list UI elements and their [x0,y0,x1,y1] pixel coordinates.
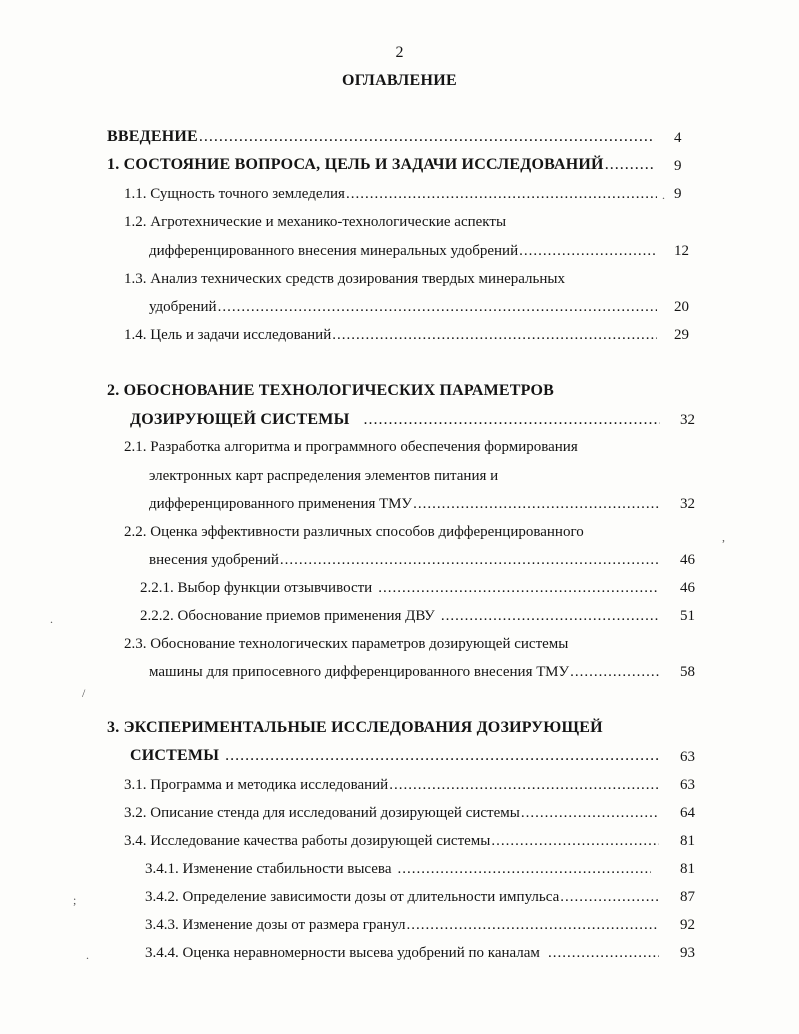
toc-chapter-1 [107,155,655,175]
toc-entry-1-2-page: 12 [674,243,689,259]
toc-entry-1-4 [124,325,657,345]
toc-entry-2-1-line2: электронных карт распределения элементов питания и [149,468,499,484]
toc-chapter-2-line1: 2. ОБОСНОВАНИЕ ТЕХНОЛОГИЧЕСКИХ ПАРАМЕТРОВ [107,382,555,399]
toc-entry-2-1-page: 32 [680,496,695,512]
toc-chapter-1-page: 9 [674,158,682,174]
leader-dots [569,662,659,682]
toc-entry-1-1 [124,184,657,204]
toc-entry-3-4-text: 3.4. Исследование качества работы дозирующей системы [124,833,491,849]
toc-entry-2-2-1-page: 46 [680,580,695,596]
toc-entry-3-4-3-text: 3.4.3. Изменение дозы от размера гранул [145,917,406,933]
leader-dots [435,606,659,626]
leader-dots [217,297,657,317]
toc-entry-3-2-text: 3.2. Описание стенда для исследований дозирующей системы [124,805,520,821]
scan-speck: , [722,530,725,544]
toc-entry-3-4 [124,831,659,851]
leader-dots [604,155,655,175]
toc-entry-3-4-1-text: 3.4.1. Изменение стабильности высева [145,861,392,877]
toc-entry-2-2-2 [140,606,659,626]
leader-dots [405,915,659,935]
toc-chapter-2-line2: ДОЗИРУЮЩЕЙ СИСТЕМЫ [130,411,350,428]
toc-entry-1-3-line2: удобрений [149,299,217,315]
toc-entry-2-1-line1: 2.1. Разработка алгоритма и программного обеспечения формирования [124,439,578,455]
toc-entry-1-1-page: 9 [674,186,682,202]
leader-dots [372,578,659,598]
toc-entry-1-2 [149,241,657,261]
toc-entry-3-1-text: 3.1. Программа и методика исследований [124,777,389,793]
toc-entry-2-2-2-page: 51 [680,608,695,624]
toc-entry-1-3-page: 20 [674,299,689,315]
toc-entry-1-1-text: 1.1. Сущность точного земледелия [124,186,345,202]
toc-entry-1-4-page: 29 [674,327,689,343]
leader-dots [345,184,657,204]
toc-entry-3-4-4-page: 93 [680,945,695,961]
toc-entry-3-2-page: 64 [680,805,695,821]
toc-entry-3-4-3 [145,915,659,935]
leader-dots [490,831,659,851]
toc-entry-3-4-2-text: 3.4.2. Определение зависимости дозы от длительности импульса [145,889,560,905]
toc-entry-2-2-line1: 2.2. Оценка эффективности различных способов дифференцированного [124,524,584,540]
toc-entry-2-2-2-text: 2.2.2. Обоснование приемов применения ДВУ [140,608,435,624]
toc-entry-3-1-page: 63 [680,777,695,793]
leader-dots [540,943,659,963]
leader-dots [388,775,659,795]
leader-dots [219,746,660,766]
toc-entry-2-3-line2: машины для припосевного дифференцированного внесения ТМУ [149,664,570,680]
leader-dots [331,325,657,345]
toc-entry-3-1 [124,775,659,795]
toc-entry-1-3-line1: 1.3. Анализ технических средств дозирования твердых минеральных [124,271,565,287]
toc-entry-intro-page: 4 [674,130,682,146]
toc-entry-2-3-page: 58 [680,664,695,680]
toc-entry-2-2-1 [140,578,659,598]
toc-chapter-2 [130,410,660,430]
toc-entry-2-3 [149,662,659,682]
toc-entry-2-1 [149,494,659,514]
toc-entry-3-4-3-page: 92 [680,917,695,933]
scan-speck: / [82,686,86,700]
toc-entry-2-2 [149,550,659,570]
toc-entry-intro [107,127,655,147]
toc-entry-2-2-1-text: 2.2.1. Выбор функции отзывчивости [140,580,373,596]
scan-speck: . [662,188,665,202]
toc-entry-3-4-1-page: 81 [680,861,695,877]
toc-entry-1-3 [149,297,657,317]
toc-entry-3-4-1 [145,859,651,879]
toc-chapter-3-page: 63 [680,749,695,765]
page-number: 2 [395,44,404,61]
toc-entry-intro-text: ВВЕДЕНИЕ [107,128,198,145]
toc-entry-1-2-line2: дифференцированного внесения минеральных удобрений [149,243,519,259]
scan-speck: . [86,948,89,962]
toc-entry-3-2 [124,803,659,823]
scan-speck: ; [73,893,77,907]
toc-entry-2-2-page: 46 [680,552,695,568]
toc-entry-2-2-line2: внесения удобрений [149,552,279,568]
leader-dots [559,887,659,907]
toc-entry-2-3-line1: 2.3. Обоснование технологических параметров дозирующей системы [124,636,569,652]
toc-entry-3-4-2-page: 87 [680,889,695,905]
leader-dots [349,410,660,430]
toc-entry-3-4-4-text: 3.4.4. Оценка неравномерности высева удобрений по каналам [145,945,540,961]
toc-entry-3-4-page: 81 [680,833,695,849]
leader-dots [412,494,659,514]
toc-entry-3-4-4 [145,943,659,963]
toc-entry-1-4-text: 1.4. Цель и задачи исследований [124,327,332,343]
leader-dots [520,803,659,823]
leader-dots [518,241,657,261]
toc-entry-3-4-2 [145,887,659,907]
toc-chapter-2-page: 32 [680,412,695,428]
page-title: ОГЛАВЛЕНИЕ [342,72,457,89]
toc-entry-2-1-line3: дифференцированного применения ТМУ [149,496,413,512]
leader-dots [198,127,655,147]
toc-chapter-1-text: 1. СОСТОЯНИЕ ВОПРОСА, ЦЕЛЬ И ЗАДАЧИ ИССЛЕДОВАНИЙ [107,156,604,173]
leader-dots [391,859,651,879]
scan-speck: . [50,612,53,626]
toc-chapter-3-line2: СИСТЕМЫ [130,747,220,764]
leader-dots [279,550,659,570]
toc-chapter-3 [130,746,660,766]
toc-chapter-3-line1: 3. ЭКСПЕРИМЕНТАЛЬНЫЕ ИССЛЕДОВАНИЯ ДОЗИРУЮЩЕЙ [107,719,603,736]
toc-entry-1-2-line1: 1.2. Агротехнические и механико-технологические аспекты [124,214,507,230]
